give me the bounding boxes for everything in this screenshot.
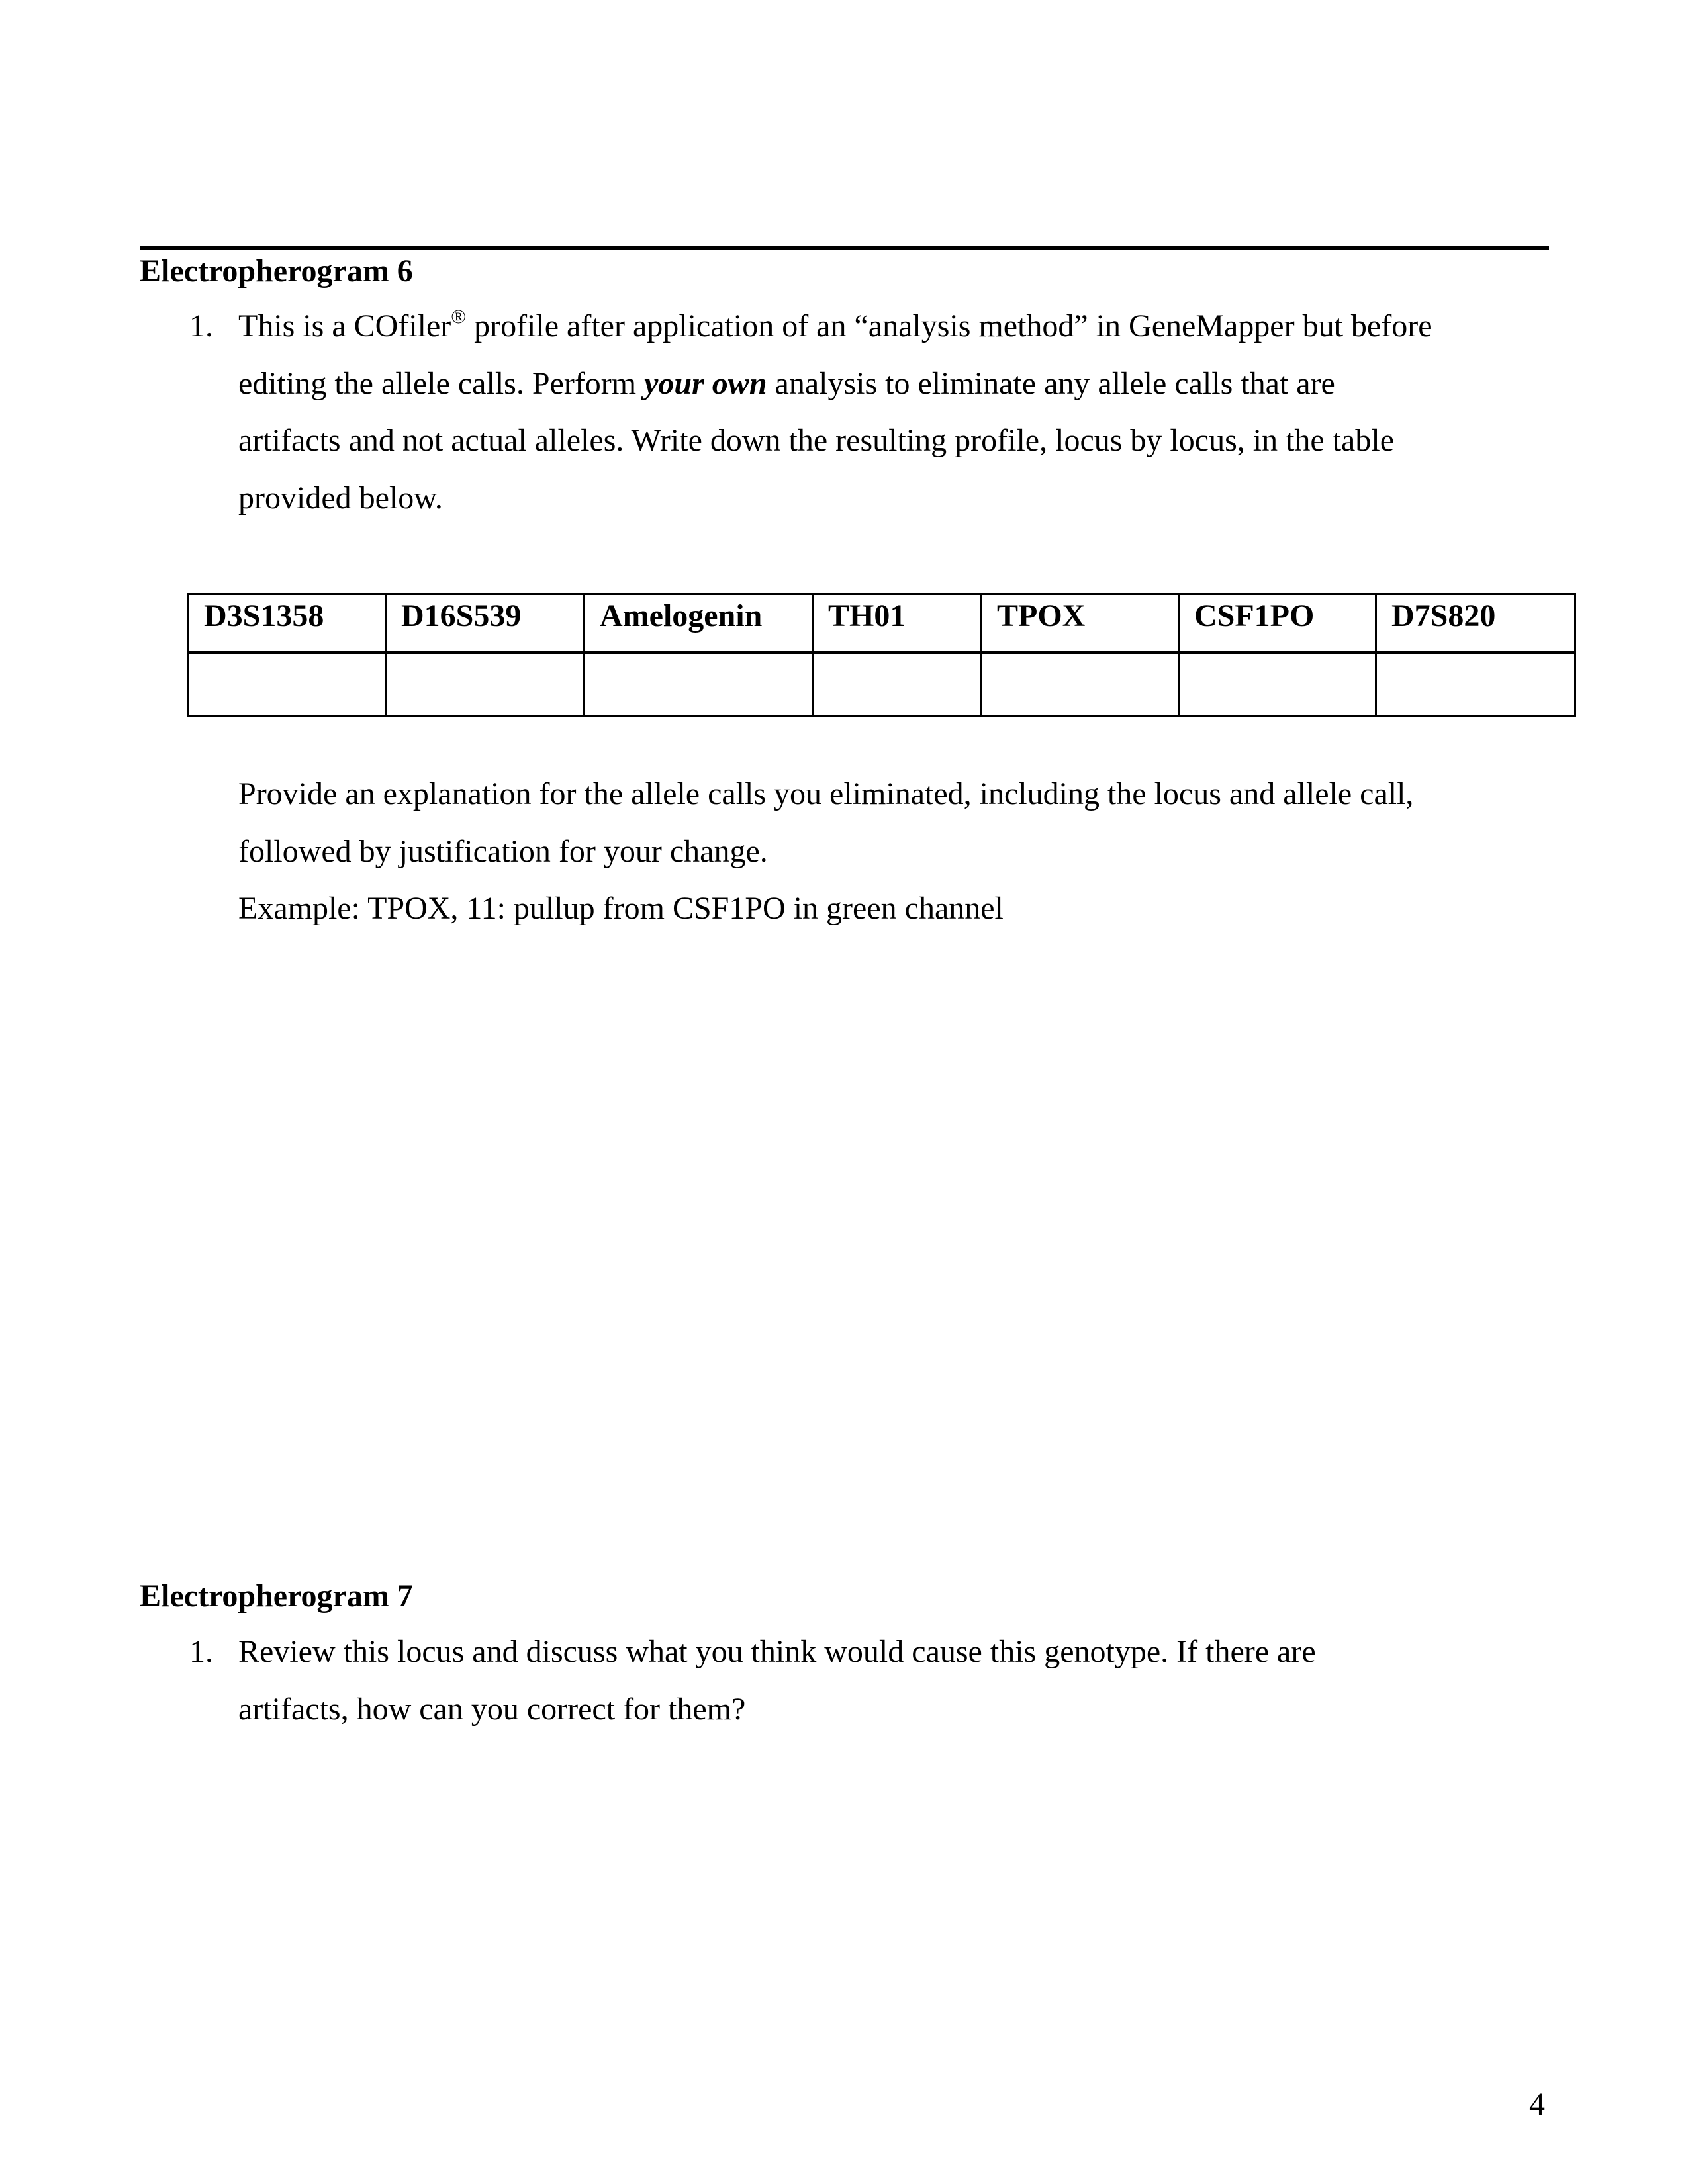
explanation-line-2: followed by justification for your change. — [238, 833, 768, 869]
table-header-row — [189, 594, 1575, 653]
question-line-1: Review this locus and discuss what you think would cause this genotype. If there are — [238, 1634, 1316, 1669]
top-horizontal-rule — [140, 246, 1549, 250]
question-line-2-end: analysis to eliminate any allele calls that are — [767, 365, 1335, 401]
question-number: 1. — [189, 1634, 213, 1669]
question-number: 1. — [189, 308, 213, 343]
locus-header: Amelogenin — [585, 594, 813, 653]
answer-cell-d7s820[interactable] — [1376, 653, 1575, 717]
question-line-3: artifacts and not actual alleles. Write down the resulting profile, locus by locus, in the table — [238, 423, 1394, 458]
question-line-1 — [238, 306, 1432, 364]
explanation-text — [238, 774, 1413, 946]
section-heading-electropherogram-7: Electropherogram 7 — [140, 1578, 413, 1614]
explanation-line-1: Provide an explanation for the allele calls you eliminated, including the locus and allele call, — [238, 776, 1414, 811]
question-line-1-end: profile after application of an “analysis method” in GeneMapper but before — [466, 308, 1432, 343]
page-number: 4 — [1529, 2087, 1545, 2122]
locus-header: D16S539 — [386, 594, 585, 653]
locus-header: D7S820 — [1376, 594, 1575, 653]
example-line: Example: TPOX, 11: pullup from CSF1PO in green channel — [238, 891, 1004, 926]
question-text — [238, 1632, 1316, 1747]
answer-cell-amelogenin[interactable] — [585, 653, 813, 717]
registered-trademark-mark: ® — [451, 306, 467, 328]
question-text — [238, 306, 1432, 535]
answer-cell-tpox[interactable] — [982, 653, 1179, 717]
question-line-2-start: editing the allele calls. Perform — [238, 365, 645, 401]
locus-header: TPOX — [982, 594, 1179, 653]
locus-header: TH01 — [813, 594, 982, 653]
question-line-2: artifacts, how can you correct for them? — [238, 1691, 746, 1727]
emphasized-text: your own — [644, 365, 767, 401]
locus-header: D3S1358 — [189, 594, 386, 653]
answer-cell-th01[interactable] — [813, 653, 982, 717]
question-line-1-start: This is a COfiler — [238, 308, 451, 343]
locus-profile-table — [187, 593, 1576, 717]
answer-cell-csf1po[interactable] — [1179, 653, 1376, 717]
section-heading-electropherogram-6: Electropherogram 6 — [140, 253, 413, 289]
locus-header: CSF1PO — [1179, 594, 1376, 653]
question-line-2 — [238, 364, 1432, 422]
table-answer-row — [189, 653, 1575, 717]
answer-cell-d3s1358[interactable] — [189, 653, 386, 717]
question-line-4: provided below. — [238, 480, 443, 516]
answer-cell-d16s539[interactable] — [386, 653, 585, 717]
